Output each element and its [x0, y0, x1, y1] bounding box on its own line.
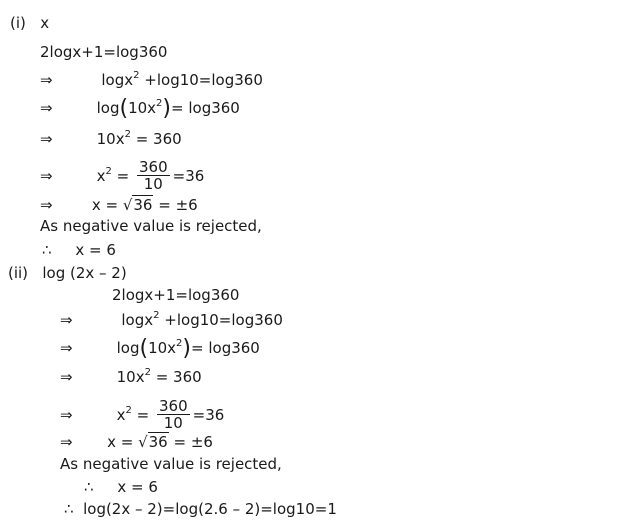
part-i-line4: ⇒ $10x^2 = 360$ — [40, 129, 182, 148]
part-i-line1: 2logx+1=log360 — [40, 43, 168, 61]
part-ii-expression: log (2x – 2) — [42, 264, 127, 282]
part-i-note: As negative value is rejected, — [40, 217, 262, 235]
implies-icon: ⇒ — [40, 130, 53, 148]
therefore-icon: ∴ — [42, 241, 52, 259]
part-ii-header — [8, 264, 127, 282]
part-ii-note: As negative value is rejected, — [60, 455, 282, 473]
part-i-header — [10, 14, 49, 32]
implies-icon: ⇒ — [60, 339, 73, 357]
fraction: $\frac{360}{10}$ — [138, 158, 168, 193]
square-root: √36 — [138, 433, 168, 451]
part-ii-final: ∴ log(2x – 2)=log(2.6 – 2)=log10=1 — [64, 500, 337, 518]
therefore-icon: ∴ — [84, 478, 94, 496]
part-ii-result: ∴ x = 6 — [84, 478, 158, 496]
fraction: $\frac{360}{10}$ — [158, 397, 188, 432]
implies-icon: ⇒ — [40, 196, 53, 214]
implies-icon: ⇒ — [40, 167, 53, 185]
sqrt-icon: √ — [138, 433, 148, 451]
part-i-result: ∴ x = 6 — [42, 241, 116, 259]
implies-icon: ⇒ — [40, 71, 53, 89]
implies-icon: ⇒ — [60, 311, 73, 329]
part-ii-line1: 2logx+1=log360 — [112, 286, 240, 304]
part-ii-label: (ii) — [8, 264, 29, 282]
implies-icon: ⇒ — [40, 99, 53, 117]
part-i-line5: ⇒ $x^2$ = $\frac{360}{10}$ =36 — [40, 158, 205, 193]
implies-icon: ⇒ — [60, 368, 73, 386]
part-ii-line5: ⇒ $x^2$ = $\frac{360}{10}$ =36 — [60, 397, 225, 432]
implies-icon: ⇒ — [60, 433, 73, 451]
part-i-line6: ⇒ x = √36 = ±6 — [40, 196, 198, 214]
part-i-label: (i) — [10, 14, 26, 32]
implies-icon: ⇒ — [60, 406, 73, 424]
therefore-icon: ∴ — [64, 500, 74, 518]
part-i-line2: ⇒ logx$^2$ +log10=log360 — [40, 70, 263, 89]
part-ii-line3: ⇒ $\log(10x^2)= \log 360$ — [60, 336, 260, 361]
part-i-variable: x — [40, 14, 50, 32]
part-ii-line4: ⇒ $10x^2 = 360$ — [60, 367, 202, 386]
part-i-line3: ⇒ $\log(10x^2)= \log 360$ — [40, 96, 240, 121]
square-root: √36 — [122, 196, 153, 214]
part-ii-line2: ⇒ logx$^2$ +log10=log360 — [60, 310, 283, 329]
sqrt-icon: √ — [122, 196, 133, 214]
part-ii-line6: ⇒ x = √36 = ±6 — [60, 433, 213, 451]
